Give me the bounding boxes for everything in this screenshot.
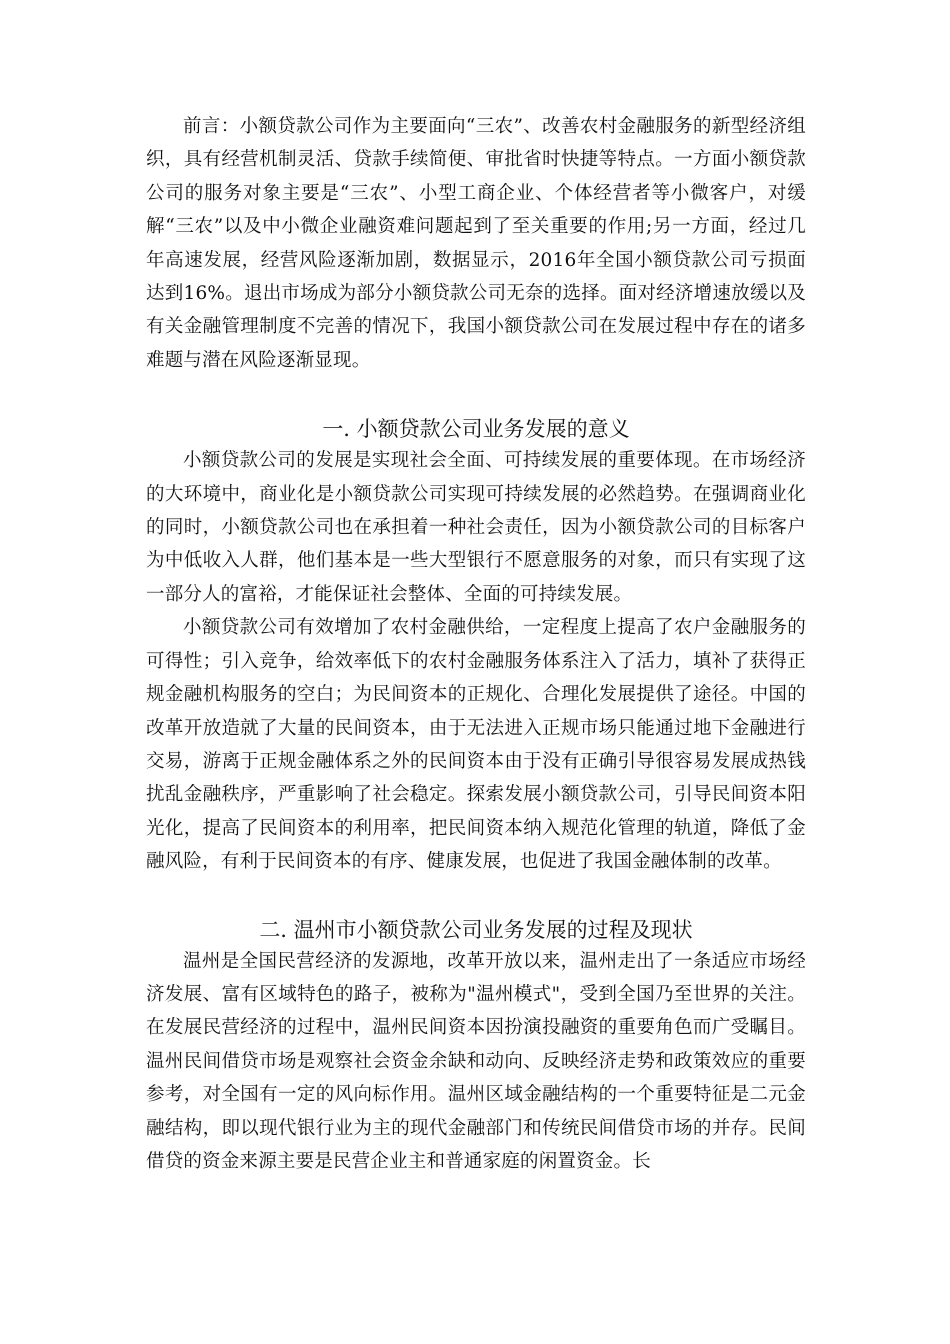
section-1-paragraph-1: 小额贷款公司的发展是实现社会全面、可持续发展的重要体现。在市场经济的大环境中，商业化是小额贷款公司实现可持续发展的必然趋势。在强调商业化的同时，小额贷款公司也在承担着一种社会责任，因为小额贷款公司的目标客户为中低收入人群，他们基本是一些大型银行不愿意服务的对象，而只有实现了这一部分人的富裕，才能保证社会整体、全面的可持续发展。 bbox=[146, 450, 806, 605]
spacer bbox=[146, 879, 806, 915]
section-1-heading: 一. 小额贷款公司业务发展的意义 bbox=[322, 417, 630, 442]
section-2-heading: 二. 温州市小额贷款公司业务发展的过程及现状 bbox=[259, 917, 693, 942]
section-1-paragraph-2: 小额贷款公司有效增加了农村金融供给，一定程度上提高了农户金融服务的可得性；引入竞争，给效率低下的农村金融服务体系注入了活力，填补了获得正规金融机构服务的空白；为民间资本的正规化、合理化发展提供了途径。中国的改革开放造就了大量的民间资本，由于无法进入正规市场只能通过地下金融进行交易，游离于正规金融体系之外的民间资本由于没有正确引导很容易发展成热钱扰乱金融秩序，严重影响了社会稳定。探索发展小额贷款公司，引导民间资本阳光化，提高了民间资本的利用率，把民间资本纳入规范化管理的轨道，降低了金融风险，有利于民间资本的有序、健康发展，也促进了我国金融体制的改革。 bbox=[146, 617, 806, 873]
section-2-paragraph-1: 温州是全国民营经济的发源地，改革开放以来，温州走出了一条适应市场经济发展、富有区域特色的路子，被称为"温州模式"，受到全国乃至世界的关注。在发展民营经济的过程中，温州民间资本因扮演投融资的重要角色而广受瞩目。温州民间借贷市场是观察社会资金余缺和动向、反映经济走势和政策效应的重要参考，对全国有一定的风向标作用。温州区域金融结构的一个重要特征是二元金融结构，即以现代银行业为主的现代金融部门和传统民间借贷市场的并存。民间借贷的资金来源主要是民营企业主和普通家庭的闲置资金。长 bbox=[146, 950, 806, 1172]
spacer bbox=[146, 377, 806, 414]
document-page bbox=[146, 110, 806, 1178]
preface-paragraph: 前言：小额贷款公司作为主要面向“三农”、改善农村金融服务的新型经济组织，具有经营机制灵活、贷款手续简便、审批省时快捷等特点。一方面小额贷款公司的服务对象主要是“三农”、小型工商企业、个体经营者等小微客户，对缓解“三农”以及中小微企业融资难问题起到了至关重要的作用;另一方面，经过几年高速发展，经营风险逐渐加剧，数据显示，2016年全国小额贷款公司亏损面达到16%。退出市场成为部分小额贷款公司无奈的选择。面对经济增速放缓以及有关金融管理制度不完善的情况下，我国小额贷款公司在发展过程中存在的诸多难题与潜在风险逐渐显现。 bbox=[146, 116, 806, 371]
